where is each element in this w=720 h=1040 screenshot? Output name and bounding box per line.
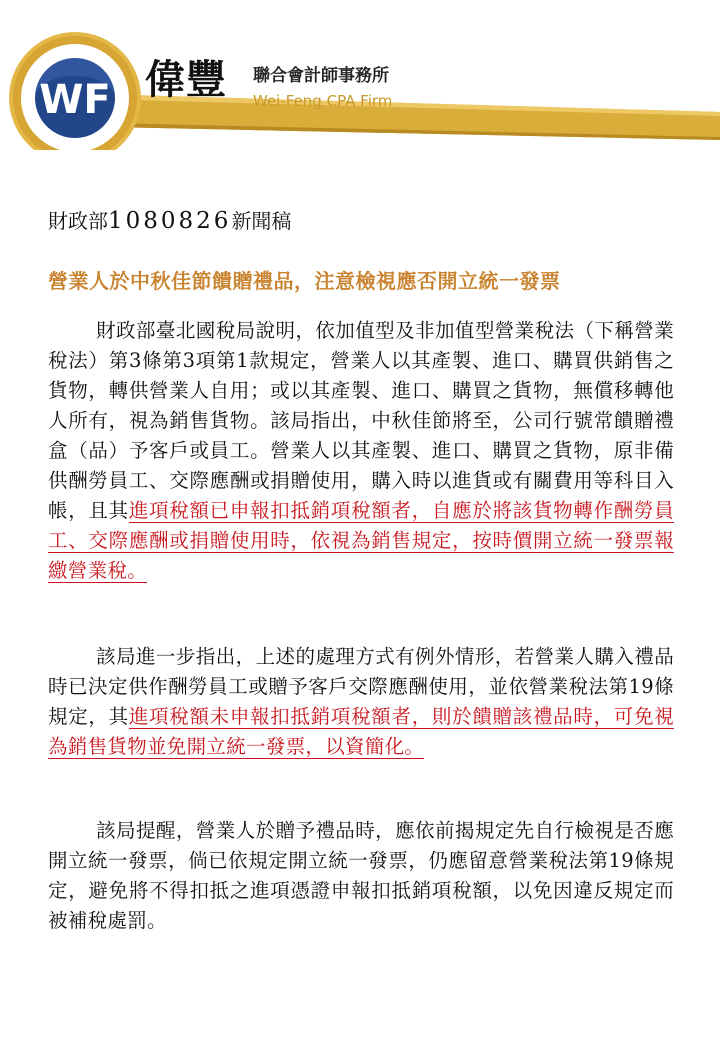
paragraph-1-highlight: 進項稅額已申報扣抵銷項稅額者，自應於將該貨物轉作酬勞員工、交際應酬或捐贈使用時，依視為銷售規定，按時價開立統一發票報繳營業稅。 [48,499,674,582]
source-date: 1080826 [108,208,232,234]
paragraph-3-text: 該局提醒，營業人於贈予禮品時，應依前揭規定先自行檢視是否應開立統一發票，倘已依規定開立統一發票，仍應留意營業稅法第19條規定，避免將不得扣抵之進項憑證申報扣抵銷項稅額，以免因違反規定而被補稅處罰。 [48,819,674,932]
brand-name-en: Wei-Feng CPA Firm [253,92,393,110]
brand-name-cn: 偉豐 [145,57,227,103]
paragraph-3 [48,816,674,936]
page-header [0,0,720,150]
paragraph-2-text: 該局進一步指出，上述的處理方式有例外情形，若營業人購入禮品時已決定供作酬勞員工或贈予客戶交際應酬使用，並依營業稅法第19條規定，其 [48,645,674,728]
paragraph-2-highlight: 進項稅額未申報扣抵銷項稅額者，則於饋贈該禮品時，可免視為銷售貨物並免開立統一發票，以資簡化。 [48,705,674,758]
paragraph-2 [48,642,674,762]
source-suffix: 新聞稿 [231,209,292,233]
article-headline: 營業人於中秋佳節饋贈禮品，注意檢視應否開立統一發票 [48,269,561,293]
paragraph-1-text: 財政部臺北國稅局說明，依加值型及非加值型營業稅法（下稱營業稅法）第3條第3項第1款規定，營業人以其產製、進口、購買供銷售之貨物，轉供營業人自用；或以其產製、進口、購買之貨物，無償移轉他人所有，視為銷售貨物。該局指出，中秋佳節將至，公司行號常饋贈禮盒（品）予客戶或員工。營業人以其產製、進口、購買之貨物，原非備供酬勞員工、交際應酬或捐贈使用，購入時以進貨或有關費用等科目入帳，且其 [48,319,674,522]
press-release-source [48,206,291,236]
logo-text: WF [39,77,111,123]
brand-subtitle: 聯合會計師事務所 [253,66,389,86]
paragraph-1 [48,316,674,586]
source-prefix: 財政部 [48,209,108,233]
